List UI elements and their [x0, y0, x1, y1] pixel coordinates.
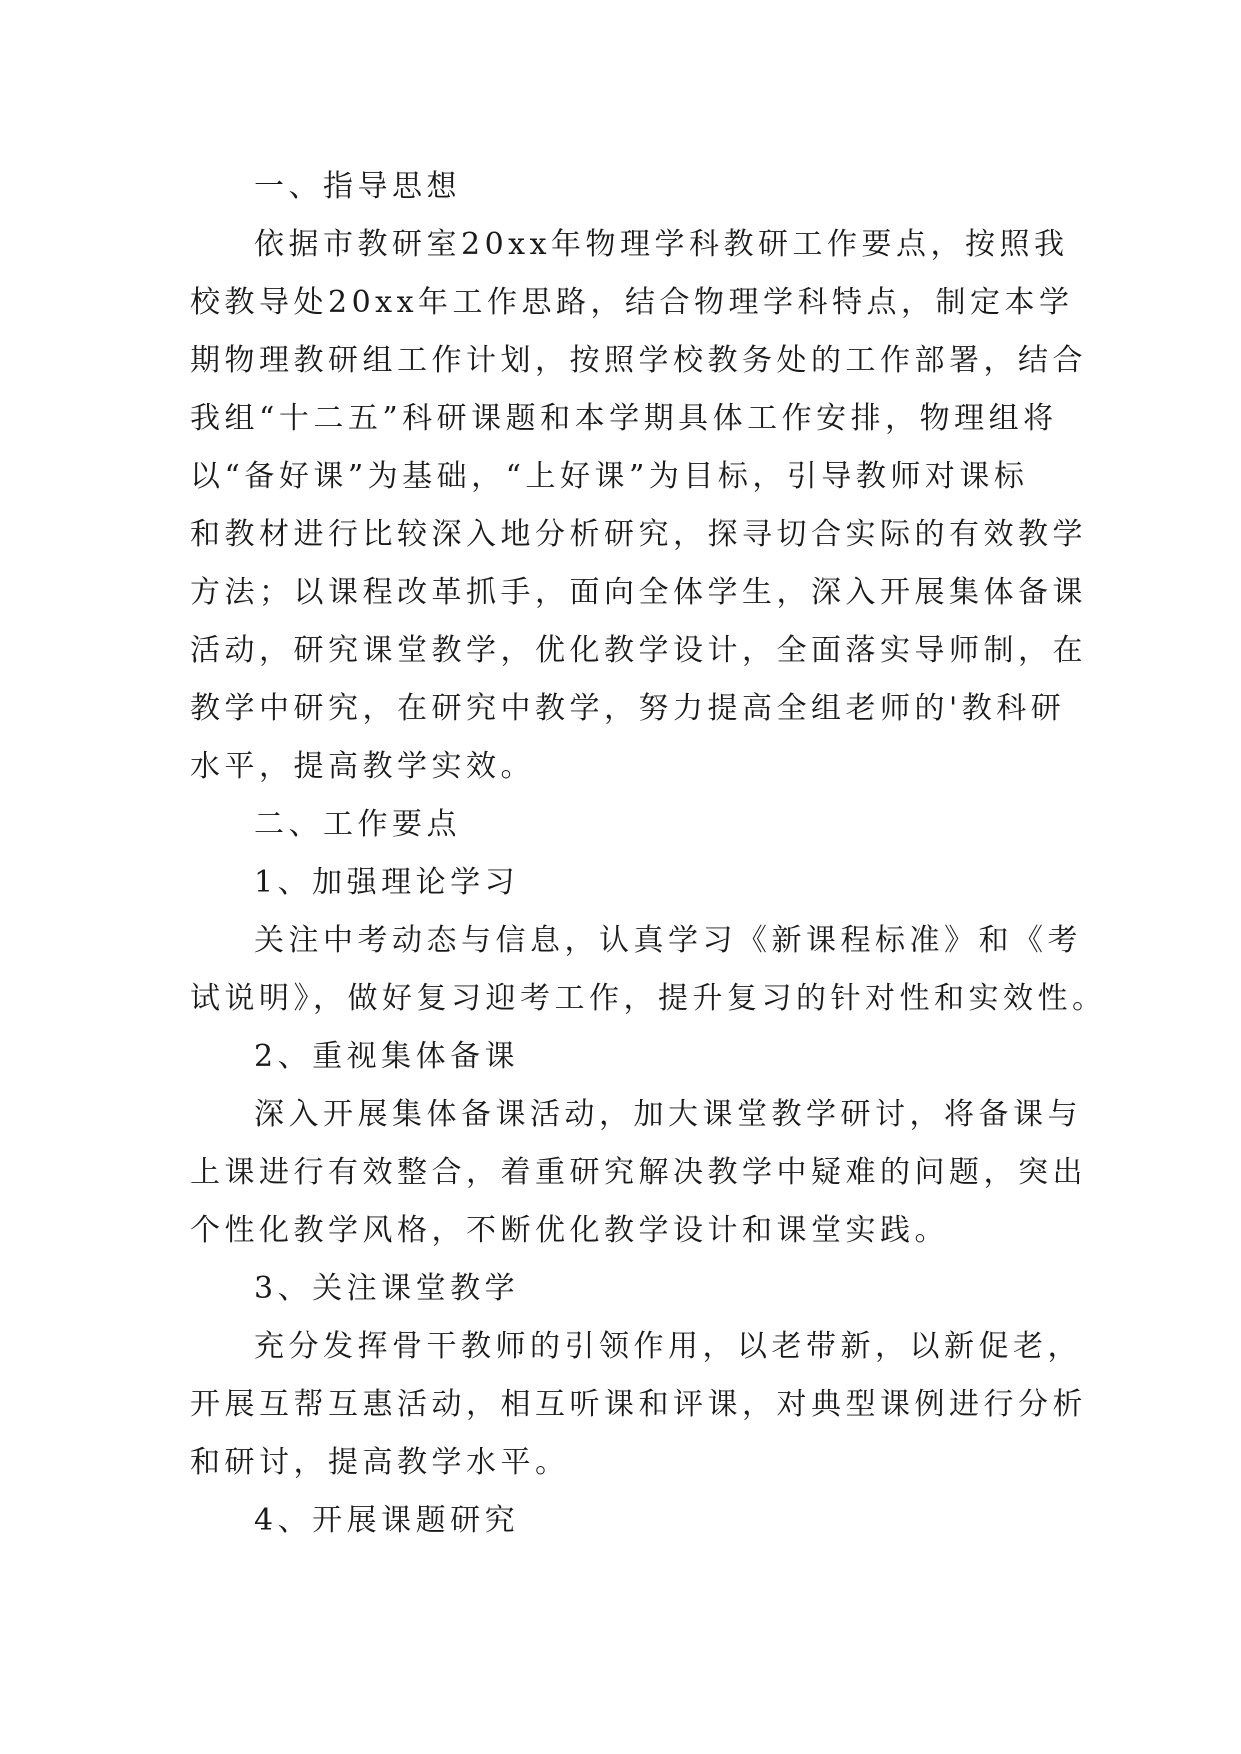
- text-line: 水平，提高教学实效。: [190, 749, 535, 784]
- text-line: 上课进行有效整合，着重研究解决教学中疑难的问题，突出: [190, 1155, 1087, 1190]
- text-line: 校教导处20xx年工作思路，结合物理学科特点，制定本学: [190, 285, 1074, 320]
- text-line: 深入开展集体备课活动，加大课堂教学研讨，将备课与: [254, 1097, 1082, 1132]
- text-line: 3、关注课堂教学: [254, 1271, 520, 1306]
- text-line: 1、加强理论学习: [254, 865, 520, 900]
- text-line: 一、指导思想: [254, 169, 461, 204]
- text-line: 关注中考动态与信息，认真学习《新课程标准》和《考: [254, 923, 1082, 958]
- text-line: 充分发挥骨干教师的引领作用，以老带新，以新促老，: [254, 1329, 1082, 1364]
- text-line: 个性化教学风格，不断优化教学设计和课堂实践。: [190, 1213, 949, 1248]
- text-line: 二、工作要点: [254, 807, 461, 842]
- text-line: 开展互帮互惠活动，相互听课和评课，对典型课例进行分析: [190, 1387, 1087, 1422]
- text-line: 方法；以课程改革抓手，面向全体学生，深入开展集体备课: [190, 575, 1087, 610]
- text-line: 试说明》，做好复习迎考工作，提升复习的针对性和实效性。: [190, 981, 1107, 1016]
- text-line: 2、重视集体备课: [254, 1039, 520, 1074]
- text-line: 教学中研究，在研究中教学，努力提高全组老师的'教科研: [190, 691, 1066, 726]
- text-line: 我组“十二五”科研课题和本学期具体工作安排，物理组将: [190, 401, 1058, 436]
- text-line: 依据市教研室20xx年物理学科教研工作要点，按照我: [254, 227, 1069, 262]
- text-line: 和教材进行比较深入地分析研究，探寻切合实际的有效教学: [190, 517, 1087, 552]
- text-line: 期物理教研组工作计划，按照学校教务处的工作部署，结合: [190, 343, 1087, 378]
- text-line: 和研讨，提高教学水平。: [190, 1445, 570, 1480]
- text-line: 以“备好课”为基础，“上好课”为目标，引导教师对课标: [190, 459, 1029, 494]
- document-body: [190, 158, 1107, 1550]
- text-line: 4、开展课题研究: [254, 1503, 520, 1538]
- text-line: 活动，研究课堂教学，优化教学设计，全面落实导师制，在: [190, 633, 1087, 668]
